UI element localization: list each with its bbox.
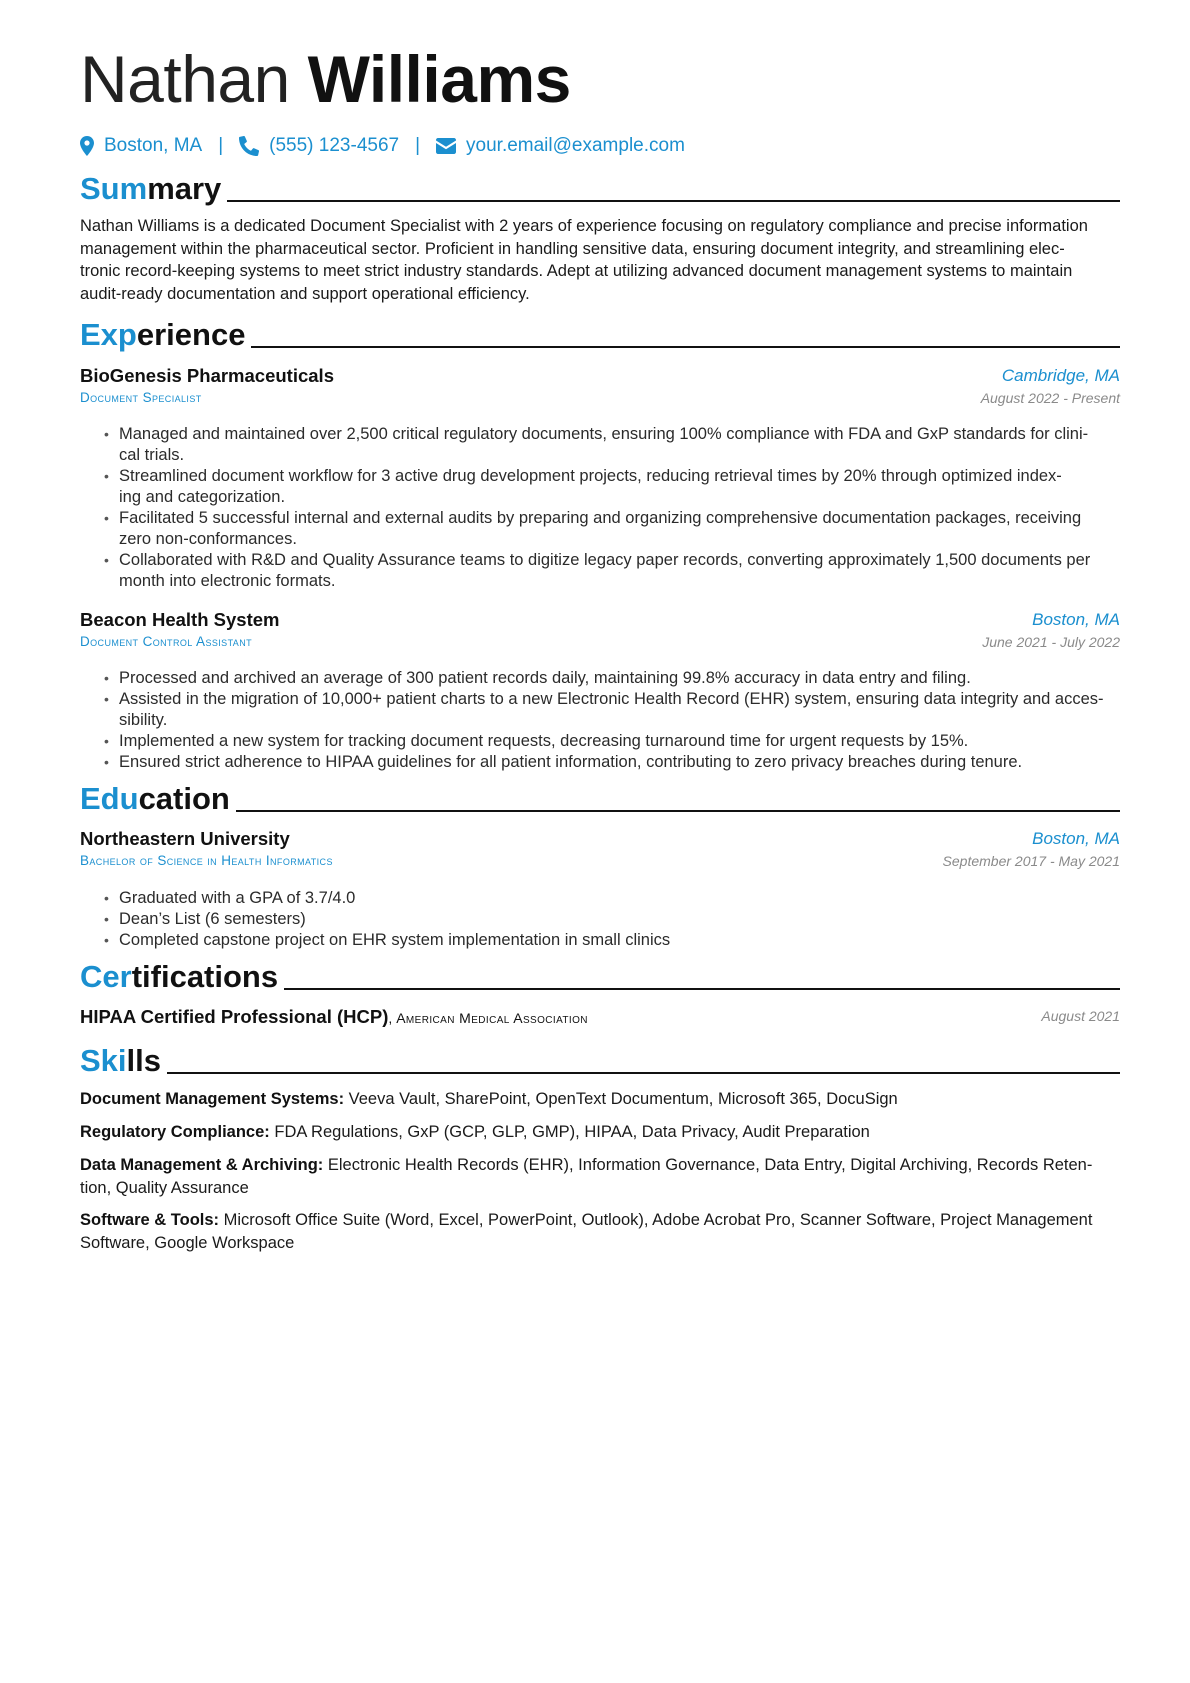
section-rule — [227, 200, 1120, 202]
section-title-rest: lls — [126, 1043, 161, 1078]
section-rule — [236, 810, 1120, 812]
summary-paragraph — [80, 215, 1120, 305]
section-title-summary — [80, 170, 1120, 208]
section-rule — [251, 346, 1120, 348]
skill-label: Regulatory Compliance: — [80, 1123, 270, 1141]
summary-line: Nathan Williams is a dedicated Document Specialist with 2 years of experience focusing on regulatory compliance and precise information — [80, 217, 1088, 235]
skill-label: Software & Tools: — [80, 1211, 220, 1229]
section-rule — [167, 1072, 1120, 1074]
company-name: Beacon Health System — [80, 609, 280, 630]
list-item: • Managed and maintained over 2,500 critical regulatory documents, ensuring 100% compliance with FDA and GxP standards for clini- cal trials. — [104, 424, 1120, 466]
job-location: Cambridge, MA — [1001, 366, 1120, 385]
job-location: Boston, MA — [1032, 610, 1120, 629]
job-dates: June 2021 - July 2022 — [982, 634, 1120, 650]
email-link[interactable]: your.email@example.com — [466, 135, 685, 156]
skill-values-continued: tion, Quality Assurance — [80, 1178, 249, 1197]
contact-separator: | — [415, 135, 421, 156]
contact-phone[interactable] — [239, 132, 399, 160]
section-title-highlight: Sum — [80, 171, 148, 206]
skill-label: Data Management & Archiving: — [80, 1156, 324, 1174]
skill-row — [80, 1154, 1120, 1199]
phone-icon — [239, 136, 259, 156]
section-title-highlight: Ski — [80, 1043, 127, 1078]
school-name: Northeastern University — [80, 828, 290, 849]
skill-values: FDA Regulations, GxP (GCP, GLP, GMP), HIPAA, Data Privacy, Audit Preparation — [269, 1123, 870, 1141]
contact-separator: | — [218, 135, 224, 156]
phone-text[interactable]: (555) 123-4567 — [269, 135, 400, 156]
list-item: • Graduated with a GPA of 3.7/4.0 — [104, 888, 1120, 909]
skill-values: Electronic Health Records (EHR), Information Governance, Data Entry, Digital Archiving, Records Reten- — [323, 1156, 1093, 1174]
list-item: • Assisted in the migration of 10,000+ patient charts to a new Electronic Health Record (EHR) system, ensuring data integrity and acces- sibility. — [104, 689, 1120, 731]
list-item: • Collaborated with R&D and Quality Assurance teams to digitize legacy paper records, converting approximately 1,500 documents per month into electronic formats. — [104, 550, 1120, 592]
certification-item — [80, 1005, 1120, 1029]
section-title-highlight: Exp — [80, 317, 137, 352]
skill-values-continued: Software, Google Workspace — [80, 1233, 295, 1252]
section-title-highlight: Cer — [80, 959, 132, 994]
contact-email[interactable] — [436, 132, 685, 160]
list-item: • Streamlined document workflow for 3 active drug development projects, reducing retrieval times by 20% through optimized index- ing and categorization. — [104, 466, 1120, 508]
skill-values: Veeva Vault, SharePoint, OpenText Documentum, Microsoft 365, DocuSign — [344, 1090, 898, 1108]
summary-line: tronic record-keeping systems to meet strict industry standards. Adept at utilizing advanced document management systems to maintain — [80, 262, 1073, 280]
contact-bar — [80, 132, 685, 160]
skill-label: Document Management Systems: — [80, 1090, 345, 1108]
section-title-rest: erience — [136, 317, 246, 352]
section-rule — [284, 988, 1120, 990]
list-item: • Facilitated 5 successful internal and external audits by preparing and organizing comprehensive documentation packages, receiving zero non-conformances. — [104, 508, 1120, 550]
first-name: Nathan — [80, 42, 290, 116]
list-item: • Ensured strict adherence to HIPAA guidelines for all patient information, contributing to zero privacy breaches during tenure. — [104, 752, 1120, 773]
section-title-highlight: Edu — [80, 781, 139, 816]
section-title-experience — [80, 316, 1120, 354]
list-item: • Dean’s List (6 semesters) — [104, 909, 1120, 930]
certification-name: HIPAA Certified Professional (HCP) — [80, 1006, 389, 1027]
section-title-education — [80, 780, 1120, 818]
job-title: Document Specialist — [80, 390, 202, 405]
section-title-skills — [80, 1042, 1120, 1080]
education-bullets — [104, 888, 1120, 951]
skill-row — [80, 1209, 1120, 1254]
skill-values: Microsoft Office Suite (Word, Excel, PowerPoint, Outlook), Adobe Acrobat Pro, Scanner Software, Project Management — [219, 1211, 1093, 1229]
section-title-certifications — [80, 958, 1120, 996]
summary-line: management within the pharmaceutical sector. Proficient in handling sensitive data, ensuring document integrity, and streamlining elec- — [80, 239, 1065, 258]
contact-location — [80, 132, 202, 160]
section-title-rest: cation — [138, 781, 230, 816]
summary-line: audit-ready documentation and support operational efficiency. — [80, 284, 530, 303]
last-name: Williams — [307, 42, 571, 116]
section-title-rest: tifications — [131, 959, 279, 994]
education-dates: September 2017 - May 2021 — [942, 853, 1120, 869]
school-location: Boston, MA — [1032, 829, 1120, 848]
location-text: Boston, MA — [104, 135, 203, 156]
section-title-rest: mary — [147, 171, 222, 206]
list-item: • Implemented a new system for tracking document requests, decreasing turnaround time for urgent requests by 15%. — [104, 731, 1120, 752]
job-title: Document Control Assistant — [80, 634, 252, 649]
envelope-icon — [436, 138, 456, 154]
map-pin-icon — [80, 136, 94, 156]
degree: Bachelor of Science in Health Informatics — [80, 853, 333, 868]
job-dates: August 2022 - Present — [980, 390, 1120, 406]
company-name: BioGenesis Pharmaceuticals — [80, 365, 334, 386]
skill-row — [80, 1088, 1120, 1111]
list-item: • Completed capstone project on EHR system implementation in small clinics — [104, 930, 1120, 951]
certification-date: August 2021 — [1041, 1008, 1120, 1024]
list-item: • Processed and archived an average of 300 patient records daily, maintaining 99.8% accuracy in data entry and filing. — [104, 668, 1120, 689]
certification-issuer: , American Medical Association — [388, 1010, 588, 1026]
job-bullets — [104, 424, 1120, 592]
skill-row — [80, 1121, 1120, 1144]
candidate-name — [80, 38, 571, 120]
job-bullets — [104, 668, 1120, 773]
